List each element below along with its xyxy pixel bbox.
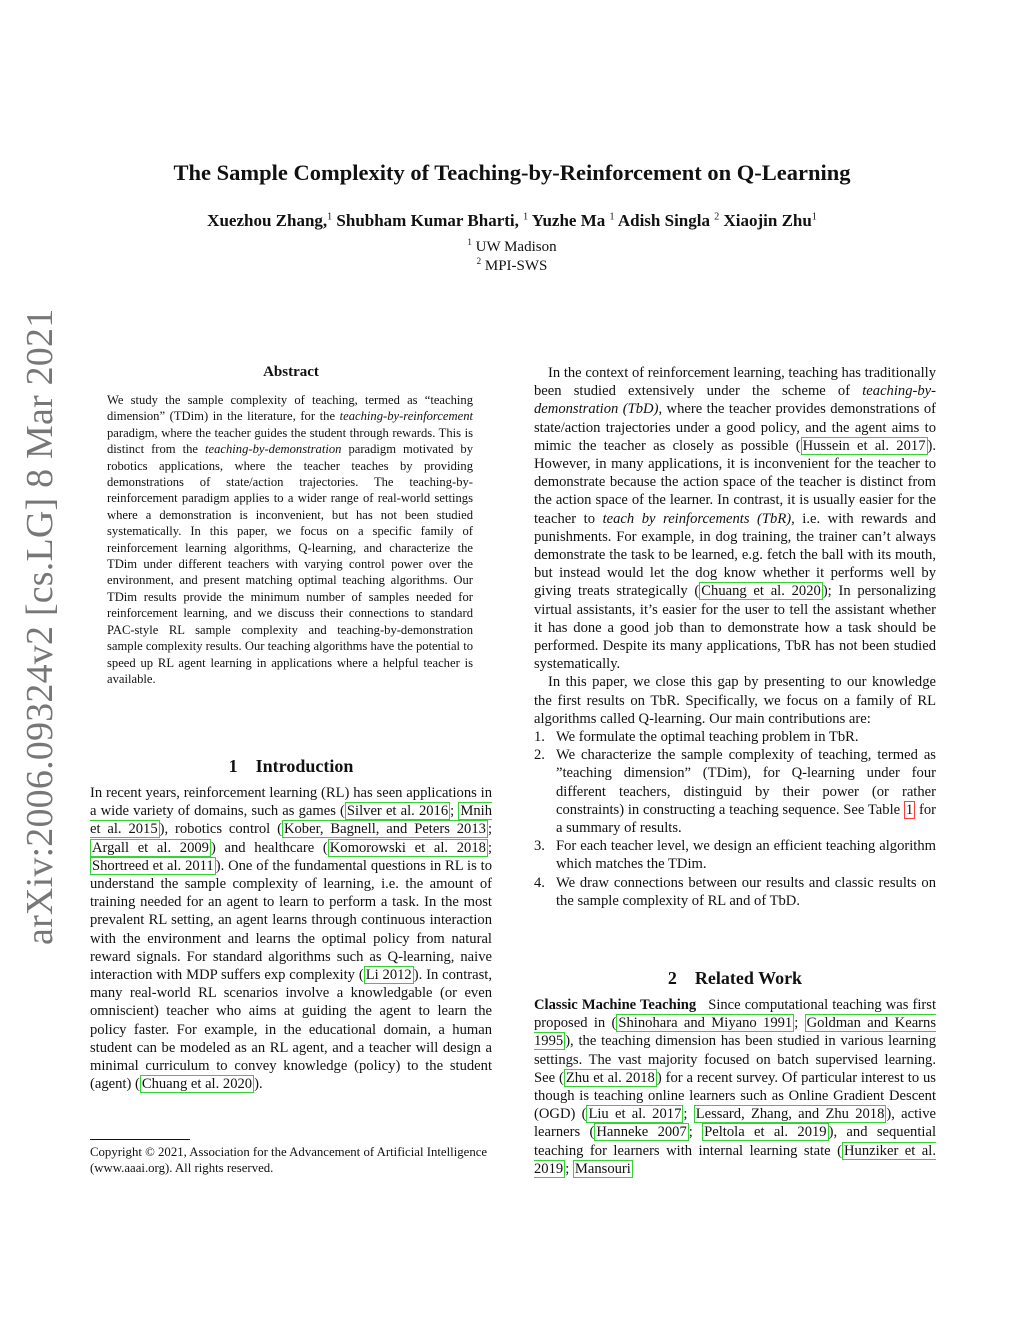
- section-number: 1: [228, 756, 238, 776]
- citation-link[interactable]: Kober, Bagnell, and Peters 2013: [283, 821, 486, 838]
- citation-link[interactable]: Lessard, Zhang, and Zhu 2018: [695, 1106, 885, 1123]
- citation-link[interactable]: Komorowski et al. 2018: [329, 839, 486, 856]
- author-name: Xiaojin Zhu: [723, 211, 812, 230]
- text-run: In recent years, reinforcement learning (RL) has seen applications in a wide variety of domains, such as games (: [90, 785, 492, 820]
- citation-link[interactable]: Shortreed et al. 2011: [92, 857, 214, 874]
- abstract-heading: Abstract: [263, 364, 319, 380]
- affiliation-mark: 1: [467, 237, 472, 247]
- text-run: ), robotics control (: [159, 821, 282, 838]
- introduction-paragraph: [90, 784, 492, 1093]
- text-run: We draw connections between our results and classic results on the sample complexity of RL and of TbD.: [556, 874, 936, 909]
- affiliation-name: UW Madison: [475, 239, 557, 255]
- citation-link[interactable]: Peltola et al. 2019: [704, 1124, 827, 1141]
- section-heading-related-work: [534, 968, 936, 989]
- citation-link[interactable]: Hussein et al. 2017: [802, 437, 926, 454]
- affiliation: [80, 256, 944, 275]
- text-run: ).: [254, 1076, 263, 1093]
- abstract-text-run: We study the sample complexity of teaching, termed as “teaching dimension” (TDim) in the literature, for the: [107, 393, 473, 424]
- text-run: ;: [683, 1106, 694, 1123]
- section-number: 2: [667, 968, 677, 988]
- affiliation-mark: 2: [476, 256, 482, 266]
- list-number: 2.: [534, 747, 545, 764]
- citation-link[interactable]: Chuang et al. 2020: [701, 583, 821, 600]
- text-run: ). One of the fundamental questions in RL is to understand the sample complexity of learning, i.e. the amount of training needed for an agent to learn to perform a task. In the most prevalent RL setting, an agent learns through continuous interaction with the environment and learns the optimal policy from natural reward signals. For standard algorithms such as Q-learning, naive interaction with MDP suffers exp complexity (: [90, 857, 492, 984]
- affiliation: [80, 237, 944, 256]
- citation-link[interactable]: Liu et al. 2017: [588, 1106, 682, 1123]
- text-run: ), the teaching dimension has been studied in various learning settings. The vast majority focused on batch supervised learning. See (: [534, 1033, 936, 1086]
- citation-link[interactable]: Shinohara and Miyano 1991: [618, 1015, 793, 1032]
- author-affiliation-mark: 1: [327, 211, 333, 223]
- affiliation-name: MPI-SWS: [484, 258, 548, 274]
- paper-title: The Sample Complexity of Teaching-by-Reinforcement on Q-Learning: [173, 160, 851, 185]
- text-run: We characterize the sample complexity of teaching, termed as ”teaching dimension” (TDim), for Q-learning under four different teachers, distinguid by their power (or rather constraints) in constructing a teaching sequence. See Table: [556, 747, 936, 818]
- copyright-footnote: Copyright © 2021, Association for the Advancement of Artificial Intelligence (www.aaai.org). All rights reserved.: [90, 1145, 488, 1176]
- text-run: ). In contrast, many real-world RL scenarios involve a knowledgable (or even omniscient) teacher who aims at guiding the agent to learn the policy faster. For example, in the educational domain, a human student can be modeled as an RL agent, and a teacher will design a minimal curriculum to convey knowledge (policy) to the student (agent) (: [90, 967, 492, 1093]
- text-run: , i.e. with rewards and punishments. For example, in dog training, the trainer can’t always demonstrate the task to be learned, e.g. fetch the ball with its mouth, but instead would let the dog know whether it performs well by giving treats strategically (: [534, 510, 936, 600]
- abstract-text-run: paradigm motivated by robotics applications, where the teacher teaches by providing demonstrations of state/action trajectories. The teaching-by-reinforcement paradigm applies to a wider range of real-world settings where a demonstration is inconvenient, but has not been studied systematically. In this paper, we focus on a specific family of reinforcement learning algorithms, Q-learning, and characterize the TDim under different teachers with varying control power over the environment, and present matching optimal teaching algorithms. Our TDim results provide the minimum number of samples needed for reinforcement learning, and we discuss their connections to standard PAC-style RL sample complexity and teaching-by-demonstration sample complexity results. Our teaching algorithms have the potential to speed up RL agent learning in applications where a helpful teacher is available.: [107, 442, 473, 686]
- contribution-item: [534, 746, 936, 837]
- text-run: ;: [450, 803, 459, 820]
- list-number: 4.: [534, 874, 545, 891]
- tbd-paragraph: [534, 364, 936, 673]
- list-number: 1.: [534, 729, 545, 746]
- paragraph-run-in-heading: Classic Machine Teaching: [534, 997, 697, 1013]
- citation-link[interactable]: Silver et al. 2016: [346, 803, 449, 820]
- contribution-item: [534, 874, 936, 910]
- abstract-text: [107, 392, 473, 687]
- text-run: ) for a recent survey. Of particular interest to us though is teaching online learners such as Online Gradient Descent (OGD) (: [534, 1069, 936, 1123]
- author-affiliation-mark: 1: [609, 211, 615, 223]
- text-run: , where the teacher provides demonstrations of state/action trajectories under a good policy, and the agent aims to mimic the teacher as closely as possible (: [534, 401, 936, 454]
- text-run: In the context of reinforcement learning, teaching has traditionally been studied extensively under the scheme of: [534, 365, 936, 400]
- footnote-divider: [90, 1139, 190, 1140]
- citation-link[interactable]: Argall et al. 2009: [92, 839, 209, 856]
- citation-link[interactable]: Mnih et al. 2015: [90, 803, 492, 838]
- author-list: [60, 211, 964, 231]
- author-name: Xuezhou Zhang,: [207, 211, 328, 230]
- emphasis: teaching-by-demonstration (TbD): [534, 383, 936, 418]
- emphasis: teach by reinforcements (TbR): [602, 510, 792, 527]
- contribution-item: [534, 837, 936, 873]
- text-run: ;: [688, 1124, 703, 1141]
- text-run: ); In personalizing virtual assistants, it’s easier for the user to tell the assistant whether it has done a good job than to demonstrate how a task should be performed. Despite its many applications, TbR has not been studied systematically.: [534, 583, 936, 673]
- author-name: Adish Singla: [617, 211, 710, 230]
- text-run: ;: [794, 1015, 805, 1032]
- text-run: ;: [487, 821, 492, 838]
- text-run: Since computational teaching was first proposed in (: [534, 997, 937, 1032]
- text-run: ) and healthcare (: [210, 839, 328, 856]
- author-name: Shubham Kumar Bharti,: [336, 211, 519, 230]
- text-run: for a summary of results.: [556, 801, 936, 837]
- text-run: ). However, in many applications, it is inconvenient for the teacher to demonstrate because the action space of the teacher is distinct from the action space of the learner. In contrast, it is usually easier for the teacher to: [534, 437, 937, 527]
- text-run: We formulate the optimal teaching problem in TbR.: [556, 729, 859, 746]
- related-work-body: [534, 996, 936, 1178]
- contributions-intro-paragraph: In this paper, we close this gap by presenting to our knowledge the first results on TbR. Specifically, we focus on a family of RL algorithms called Q-learning. Our main contributions are:: [534, 674, 936, 727]
- citation-link[interactable]: Goldman and Kearns 1995: [534, 1015, 937, 1050]
- abstract-emphasis: teaching-by-demonstration: [205, 442, 342, 457]
- author-affiliation-mark: 2: [714, 211, 720, 223]
- citation-link[interactable]: Zhu et al. 2018: [565, 1069, 655, 1086]
- arxiv-identifier: arXiv:2006.09324v2 [cs.LG] 8 Mar 2021: [19, 308, 61, 945]
- related-work-paragraph: [534, 996, 936, 1178]
- text-run: ;: [487, 839, 492, 856]
- citation-link[interactable]: Mansouri: [574, 1160, 631, 1177]
- text-run: ;: [565, 1160, 573, 1177]
- introduction-body: [90, 784, 492, 1093]
- citation-link[interactable]: Hanneke 2007: [596, 1124, 687, 1141]
- author-name: Yuzhe Ma: [531, 211, 606, 230]
- section-heading-introduction: [90, 756, 492, 777]
- citation-link[interactable]: Hunziker et al. 2019: [534, 1142, 936, 1177]
- text-run: For each teacher level, we design an efficient teaching algorithm which matches the TDim.: [556, 838, 936, 873]
- citation-link[interactable]: Li 2012: [365, 967, 412, 984]
- abstract-emphasis: teaching-by-reinforcement: [339, 409, 473, 424]
- section-title: Introduction: [255, 756, 354, 776]
- abstract-text-run: paradigm, where the teacher guides the student through rewards. This is distinct from the: [107, 425, 473, 457]
- text-run: ), active learners (: [534, 1106, 936, 1141]
- contributions-list: [534, 728, 936, 910]
- table-reference-link[interactable]: 1: [905, 801, 914, 818]
- list-number: 3.: [534, 838, 545, 855]
- contribution-item: [534, 728, 936, 746]
- author-affiliation-mark: 1: [811, 211, 817, 223]
- section-title: Related Work: [694, 968, 803, 988]
- right-column: [534, 364, 936, 910]
- citation-link[interactable]: Chuang et al. 2020: [141, 1076, 253, 1093]
- author-affiliation-mark: 1: [523, 211, 529, 223]
- text-run: ), and sequential teaching for learners with internal learning state (: [534, 1124, 936, 1159]
